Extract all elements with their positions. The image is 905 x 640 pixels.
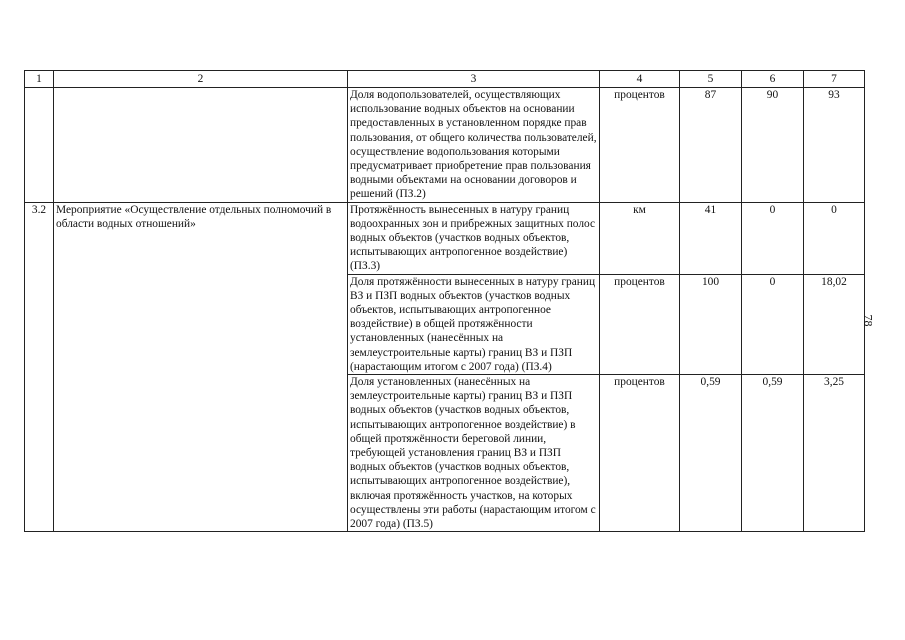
unit-cell: процентов [600,88,680,203]
table-row [25,202,865,274]
column-header: 6 [742,71,804,88]
table-header-row [25,71,865,88]
value-col6: 0 [742,202,804,274]
value-col5: 87 [680,88,742,203]
measure-name [54,88,348,203]
unit-cell: процентов [600,274,680,374]
page-number: 78 [861,314,876,327]
value-col6: 0 [742,274,804,374]
indicator-description: Доля установленных (нанесённых на землеустроительные карты) границ ВЗ и ПЗП водных объектов (участков водных объектов, испытывающих антропогенное воздействие) в общей протяжённости береговой линии, требующей установления границ ВЗ и ПЗП водных объектов (участков водных объектов, испытывающих антропогенное воздействие), включая протяжённость участков, на которых осуществлены эти работы (нарастающим итогом с 2007 года) (ПЗ.5) [348,375,600,532]
indicator-description: Доля водопользователей, осуществляющих использование водных объектов на основании предоставленных в установленном порядке прав пользования, от общего количества пользователей, осуществление водопользования которыми предусматривает приобретение прав пользования водными объектами на основании договоров и решений (ПЗ.2) [348,88,600,203]
row-number: 3.2 [25,202,54,532]
indicator-description: Доля протяжённости вынесенных в натуру границ ВЗ и ПЗП водных объектов (участков водных объектов, испытывающих антропогенное воздействие) в общей протяжённости установленных (нанесённых на землеустроительные карты) границ ВЗ и ПЗП (нарастающим итогом с 2007 года) (ПЗ.4) [348,274,600,374]
value-col5: 41 [680,202,742,274]
row-number [25,88,54,203]
value-col5: 0,59 [680,375,742,532]
value-col7: 3,25 [804,375,865,532]
column-header: 4 [600,71,680,88]
value-col7: 18,02 [804,274,865,374]
indicator-description: Протяжённость вынесенных в натуру границ водоохранных зон и прибрежных защитных полос водных объектов (участков водных объектов, испытывающих антропогенное воздействие) (ПЗ.3) [348,202,600,274]
value-col6: 0,59 [742,375,804,532]
column-header: 7 [804,71,865,88]
column-header: 5 [680,71,742,88]
table-row [25,88,865,203]
value-col7: 0 [804,202,865,274]
value-col6: 90 [742,88,804,203]
measure-name: Мероприятие «Осуществление отдельных полномочий в области водных отношений» [54,202,348,532]
column-header: 2 [54,71,348,88]
value-col5: 100 [680,274,742,374]
column-header: 3 [348,71,600,88]
indicators-table [24,70,865,532]
unit-cell: км [600,202,680,274]
value-col7: 93 [804,88,865,203]
unit-cell: процентов [600,375,680,532]
column-header: 1 [25,71,54,88]
